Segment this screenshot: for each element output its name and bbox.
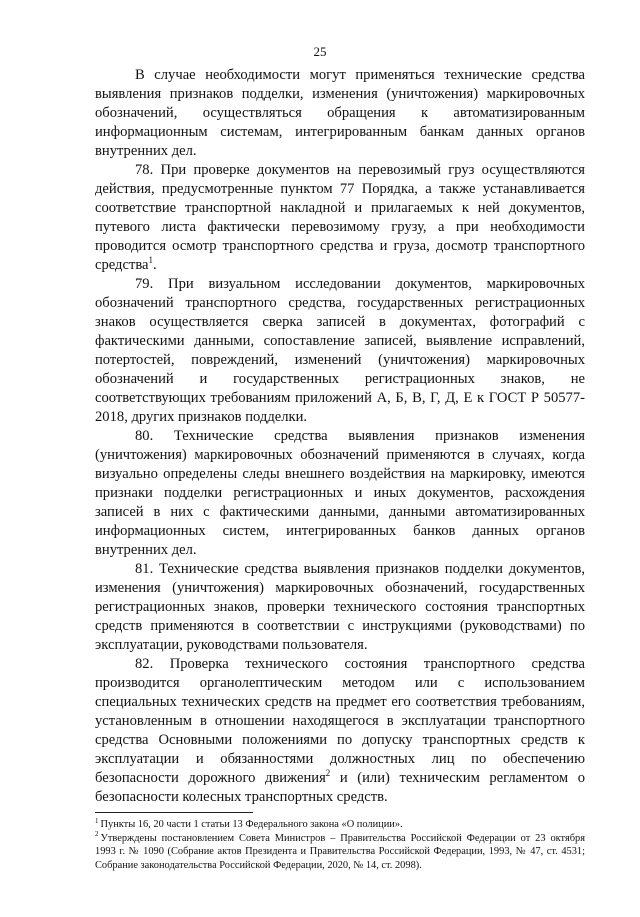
footnote-1: [95, 818, 585, 832]
footnote-1-mark: 1: [95, 816, 99, 825]
paragraph-82-text: 82. Проверка технического состояния транспортного средства производится органолептическим методом или с использованием специальных технических средств на предмет его соответствия требованиям, установленным в отношении находящегося в эксплуатации транспортного средства Основными положениями по допуску транспортных средств к эксплуатации и обязанностями должностных лиц по обеспечению безопасности дорожного движения: [95, 656, 585, 786]
footnote-2-mark: 2: [95, 830, 99, 839]
footnote-1-text: Пункты 16, 20 части 1 статьи 13 Федерального закона «О полиции».: [100, 819, 403, 830]
body-text: [95, 66, 585, 807]
paragraph-82: [95, 655, 585, 807]
page-number: 25: [313, 44, 327, 59]
paragraph-intro: В случае необходимости могут применяться технические средства выявления признаков подделки, изменения (уничтожения) маркировочных обозначений, осуществляться обращения к автоматизированным информационным системам, интегрированным банкам данных органов внутренних дел.: [95, 67, 585, 159]
paragraph-79: 79. При визуальном исследовании документов, маркировочных обозначений транспортного средства, государственных регистрационных знаков осуществляется сверка записей в документах, фотографий с фактическими данными, сопоставление записей, выявление исправлений, потертостей, повреждений, изменений (уничтожения) маркировочных обозначений и государственных регистрационных знаков, не соответствующих требованиям приложений А, Б, В, Г, Д, Е к ГОСТ Р 50577-2018, других признаков подделки.: [95, 276, 585, 425]
footnote-ref-1: 1: [148, 255, 154, 266]
paragraph-81: 81. Технические средства выявления признаков подделки документов, изменения (уничтожения) маркировочных обозначений, государственных регистрационных знаков, проверки технического состояния транспортных средств применяются в соответствии с инструкциями (руководствами) по эксплуатации, руководствами пользователя.: [95, 561, 585, 653]
paragraph-78-end: .: [153, 257, 157, 273]
footnote-ref-2: 2: [325, 768, 331, 779]
paragraph-78: [95, 161, 585, 275]
paragraph-78-text: 78. При проверке документов на перевозимый груз осуществляются действия, предусмотренные пунктом 77 Порядка, а также устанавливается соответствие транспортной накладной и прилагаемых к ней документов, путевого листа фактически перевозимому грузу, а при необходимости проводится осмотр транспортного средства и груза, досмотр транспортного средства: [95, 162, 585, 273]
footnotes: [95, 818, 585, 872]
footnote-divider: [95, 812, 253, 813]
footnote-2: [95, 832, 585, 873]
paragraph-80: 80. Технические средства выявления признаков изменения (уничтожения) маркировочных обозначений применяются в случаях, когда визуально определены следы внешнего воздействия на маркировку, имеются признаки подделки регистрационных и иных документов, расхождения записей в них с фактическими данными, данными автоматизированных информационных систем, интегрированных банков данных органов внутренних дел.: [95, 428, 585, 558]
paragraph-82-end: и (или) техническим регламентом о безопасности колесных транспортных средств.: [95, 770, 585, 805]
footnote-2-text: Утверждены постановлением Совета Министров – Правительства Российской Федерации от 23 октября 1993 г. № 1090 (Собрание актов Президента и Правительства Российской Федерации, 1993, № 47, ст. 4531; Собрание законодательства Российской Федерации, 2020, № 14, ст. 2098).: [95, 832, 585, 871]
